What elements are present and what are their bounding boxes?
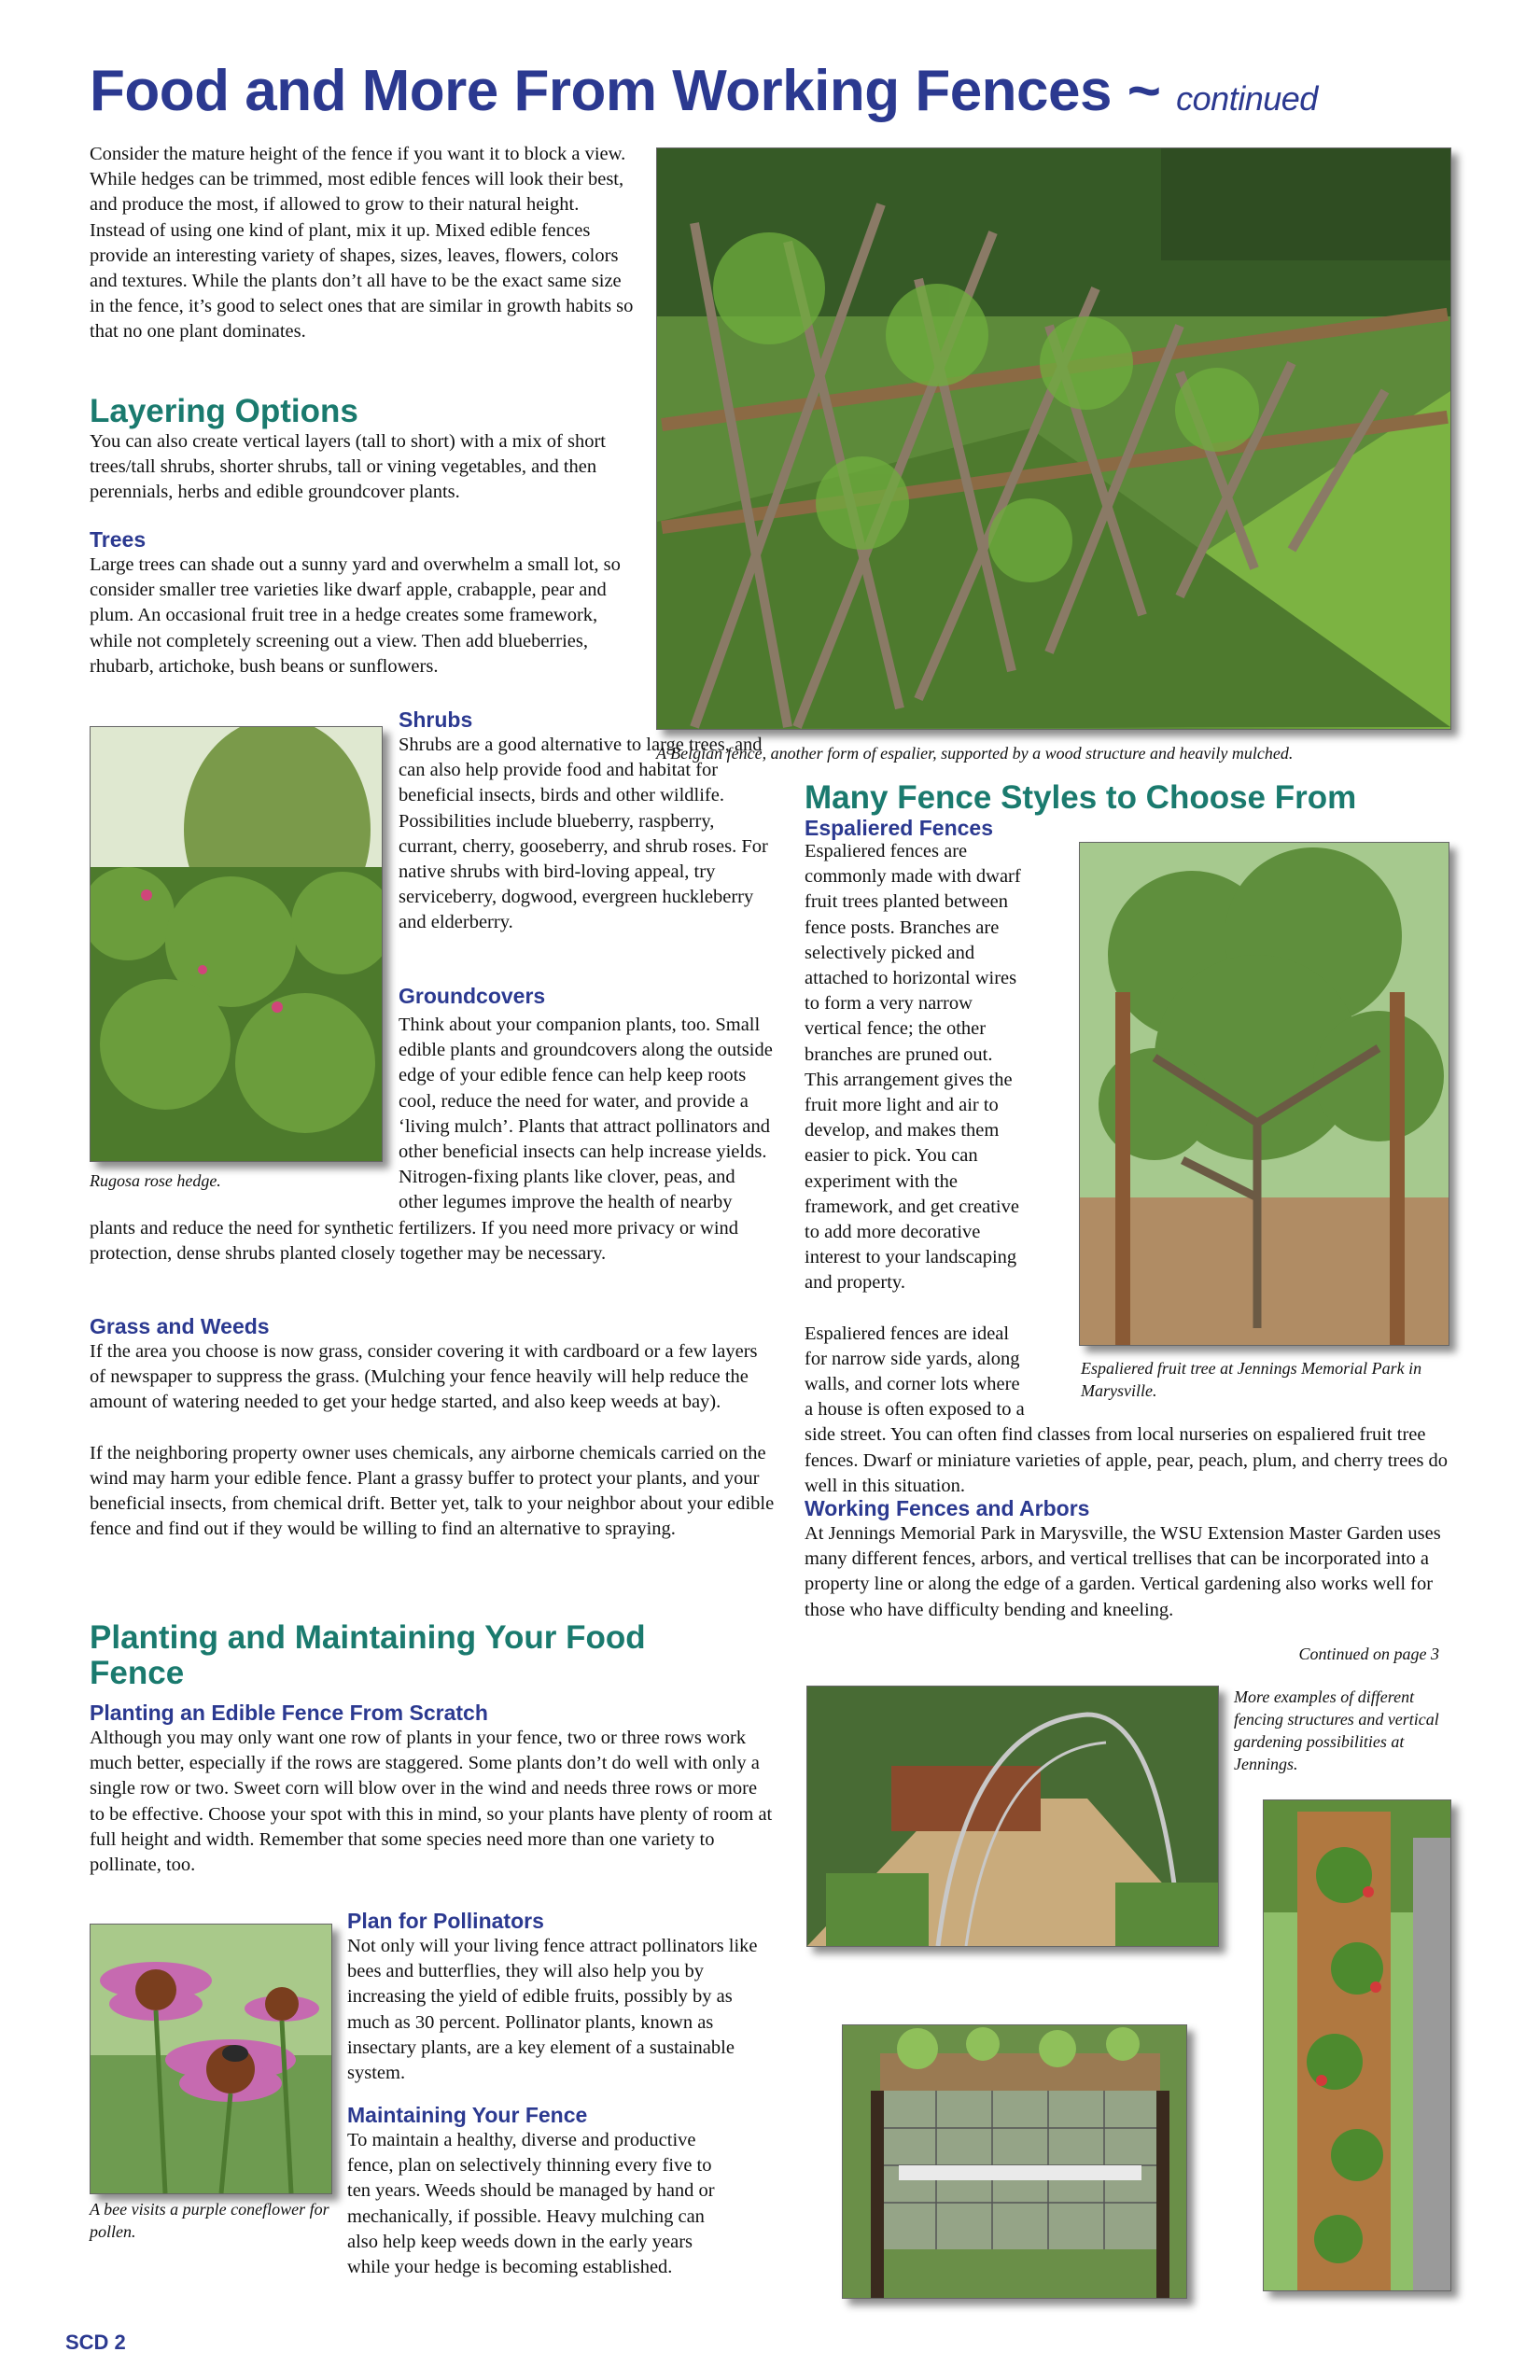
page-number: SCD 2 (65, 2331, 126, 2354)
maintaining-heading: Maintaining Your Fence (347, 2103, 588, 2127)
arbor-image (807, 1687, 1218, 1946)
styles-section (805, 780, 1477, 841)
trees-section (90, 527, 638, 679)
espalier-text-block (805, 839, 1458, 1499)
intro-block (90, 142, 638, 345)
espalier-text-2: Espaliered fences are ideal for narrow side yards, along walls, and corner lots where a house is often exposed to a side street. You can often find classes from local nurseries on espaliered fruit tree fences. Dwarf or miniature varieties of apple, pear, peach, plum, and cherry trees do well in this situation. (805, 1323, 1449, 1496)
planting-heading: Planting and Maintaining Your Food Fence (90, 1619, 646, 1691)
page-title: Food and More From Working Fences ~ continued (90, 59, 1318, 123)
coneflower-photo (90, 1924, 332, 2194)
espalier-heading: Espaliered Fences (805, 816, 993, 840)
coneflower-image (91, 1925, 331, 2193)
photo-spacer (90, 1013, 399, 1215)
raised-bed-image (843, 2025, 1186, 2298)
espalier-text-1: Espaliered fences are commonly made with dwarf fruit trees planted between fence posts. Branches are selectively picked and attached to horizontal wires to form a very narrow vertical fence; the other branches are pruned out. This arrangement gives the fruit more light and air to develop, and makes them easier to pick. You can experiment with the framework, and get creative to add more decorative interest to your landscaping and property. (805, 841, 1021, 1294)
trees-heading: Trees (90, 527, 147, 552)
examples-caption: More examples of different fencing structures and vertical gardening possibilities at Jennings. (1234, 1687, 1439, 1773)
title-continued: continued (1176, 79, 1318, 118)
pollinators-section (347, 1909, 777, 2086)
pollinators-text: Not only will your living fence attract pollinators like bees and butterflies, they will also help you by increasing the yield of edible fruits, possibly by as much as 30 percent. Pollinator plants, known as insectary plants, are a key element of a sustainable system. (347, 1936, 758, 2084)
arbors-heading: Working Fences and Arbors (805, 1496, 1090, 1520)
grass-section (90, 1314, 776, 1542)
layering-heading: Layering Options (90, 393, 358, 429)
arbor-photo (806, 1686, 1219, 1947)
groundcovers-text: Think about your companion plants, too. Small edible plants and groundcovers along the outside edge of your edible fence can help keep roots cool, reduce the need for water, and provide a ‘living mulch’. Plants that attract pollinators and other beneficial insects can help increase yields. Nitrogen-fixing plants like clover, peas, and other legumes improve the health of nearby plants and reduce the need for synthetic fertilizers. If you need more privacy or wind protection, dense shrubs planted closely together may be necessary. (90, 1015, 773, 1264)
planting-text: Although you may only want one row of plants in your fence, two or three rows work much better, especially if the rows are staggered. Some plants don’t do well with only a single row or two. Sweet corn will blow over in the wind and needs three rows or more to be effective. Choose your spot with this in mind, so your plants have plenty of room at full height and width. Remember that some species need more than one variety to pollinate, too. (90, 1728, 773, 1876)
continued-note: Continued on page 3 (1298, 1645, 1439, 1663)
planting-section (90, 1620, 776, 1878)
groundcovers-heading: Groundcovers (399, 984, 546, 1008)
pollinators-heading: Plan for Pollinators (347, 1909, 544, 1933)
maintaining-text: To maintain a healthy, diverse and productive fence, plan on selectively thinning every five to ten years. Weeds should be managed by hand or mechanically, if possible. Heavy mulching can also help keep weeds down in the early years while your hedge is becoming established. (347, 2130, 715, 2278)
layering-text: You can also create vertical layers (tall to short) with a mix of short trees/tall shrubs, shorter shrubs, tall or vining vegetables, and then perennials, herbs and edible groundcover plants. (90, 431, 606, 503)
grass-heading: Grass and Weeds (90, 1314, 270, 1338)
vertical-planter-image (1264, 1800, 1450, 2290)
shrubs-section (399, 707, 776, 936)
planting-subheading: Planting an Edible Fence From Scratch (90, 1701, 488, 1725)
layering-section (90, 394, 638, 506)
grass-text-1: If the area you choose is now grass, consider covering it with cardboard or a few layers of newspaper to suppress the grass. (Mulching your fence heavily will help reduce the amount of watering needed to get your hedge started, and also keep weeds at bay). (90, 1341, 758, 1413)
belgian-fence-image (657, 148, 1450, 729)
maintaining-section (347, 2103, 739, 2280)
belgian-fence-caption: A Belgian fence, another form of espalier, supported by a wood structure and heavily mulched. (656, 744, 1294, 763)
raised-bed-photo (842, 2024, 1187, 2299)
grass-text-2: If the neighboring property owner uses chemicals, any airborne chemicals carried on the wind may harm your edible fence. Plant a grassy buffer to protect your plants, and your beneficial insects, from chemical drift. Better yet, talk to your neighbor about your edible fence and find out if they would be willing to find an alternative to spraying. (90, 1442, 775, 1540)
espalier-tree-caption: Espaliered fruit tree at Jennings Memorial Park in Marysville. (1081, 1359, 1422, 1400)
styles-heading: Many Fence Styles to Choose From (805, 779, 1357, 816)
espalier-photo-spacer (1027, 839, 1458, 1408)
shrubs-text: Shrubs are a good alternative to large trees, and can also help provide food and habitat for beneficial insects, birds and other wildlife. Possibilities include blueberry, raspberry, currant, cherry, gooseberry, and shrub roses. For native shrubs with bird-loving appeal, try serviceberry, dogwood, evergreen huckleberry and elderberry. (399, 735, 768, 933)
belgian-fence-photo (656, 147, 1451, 730)
rugosa-caption: Rugosa rose hedge. (90, 1171, 221, 1190)
trees-text: Large trees can shade out a sunny yard and overwhelm a small lot, so consider smaller tree varieties like dwarf apple, crabapple, pear and plum. An occasional fruit tree in a hedge creates some framework, while not completely screening out a view. Then add blueberries, rhubarb, artichoke, bush beans or sunflowers. (90, 554, 621, 677)
shrubs-heading: Shrubs (399, 707, 473, 732)
groundcovers-section (399, 984, 776, 1009)
vertical-planter-photo (1263, 1799, 1451, 2291)
intro-text: Consider the mature height of the fence if you want it to block a view. While hedges can be trimmed, most edible fences will look their best, and produce the most, if allowed to grow to their natural height. Instead of using one kind of plant, mix it up. Mixed edible fences provide an interesting variety of shapes, sizes, leaves, flowers, colors and textures. While the plants don’t all have to be the exact same size in the fence, it’s good to select ones that are similar in growth habits so that no one plant dominates. (90, 144, 634, 343)
arbors-section (805, 1496, 1458, 1623)
arbors-text: At Jennings Memorial Park in Marysville, the WSU Extension Master Garden uses many different fences, arbors, and vertical trellises that can be incorporated into a property line or along the edge of a garden. Vertical gardening also works well for those who have difficulty bending and kneeling. (805, 1523, 1441, 1620)
coneflower-caption: A bee visits a purple coneflower for pollen. (90, 2200, 329, 2241)
groundcovers-body (90, 1013, 776, 1267)
